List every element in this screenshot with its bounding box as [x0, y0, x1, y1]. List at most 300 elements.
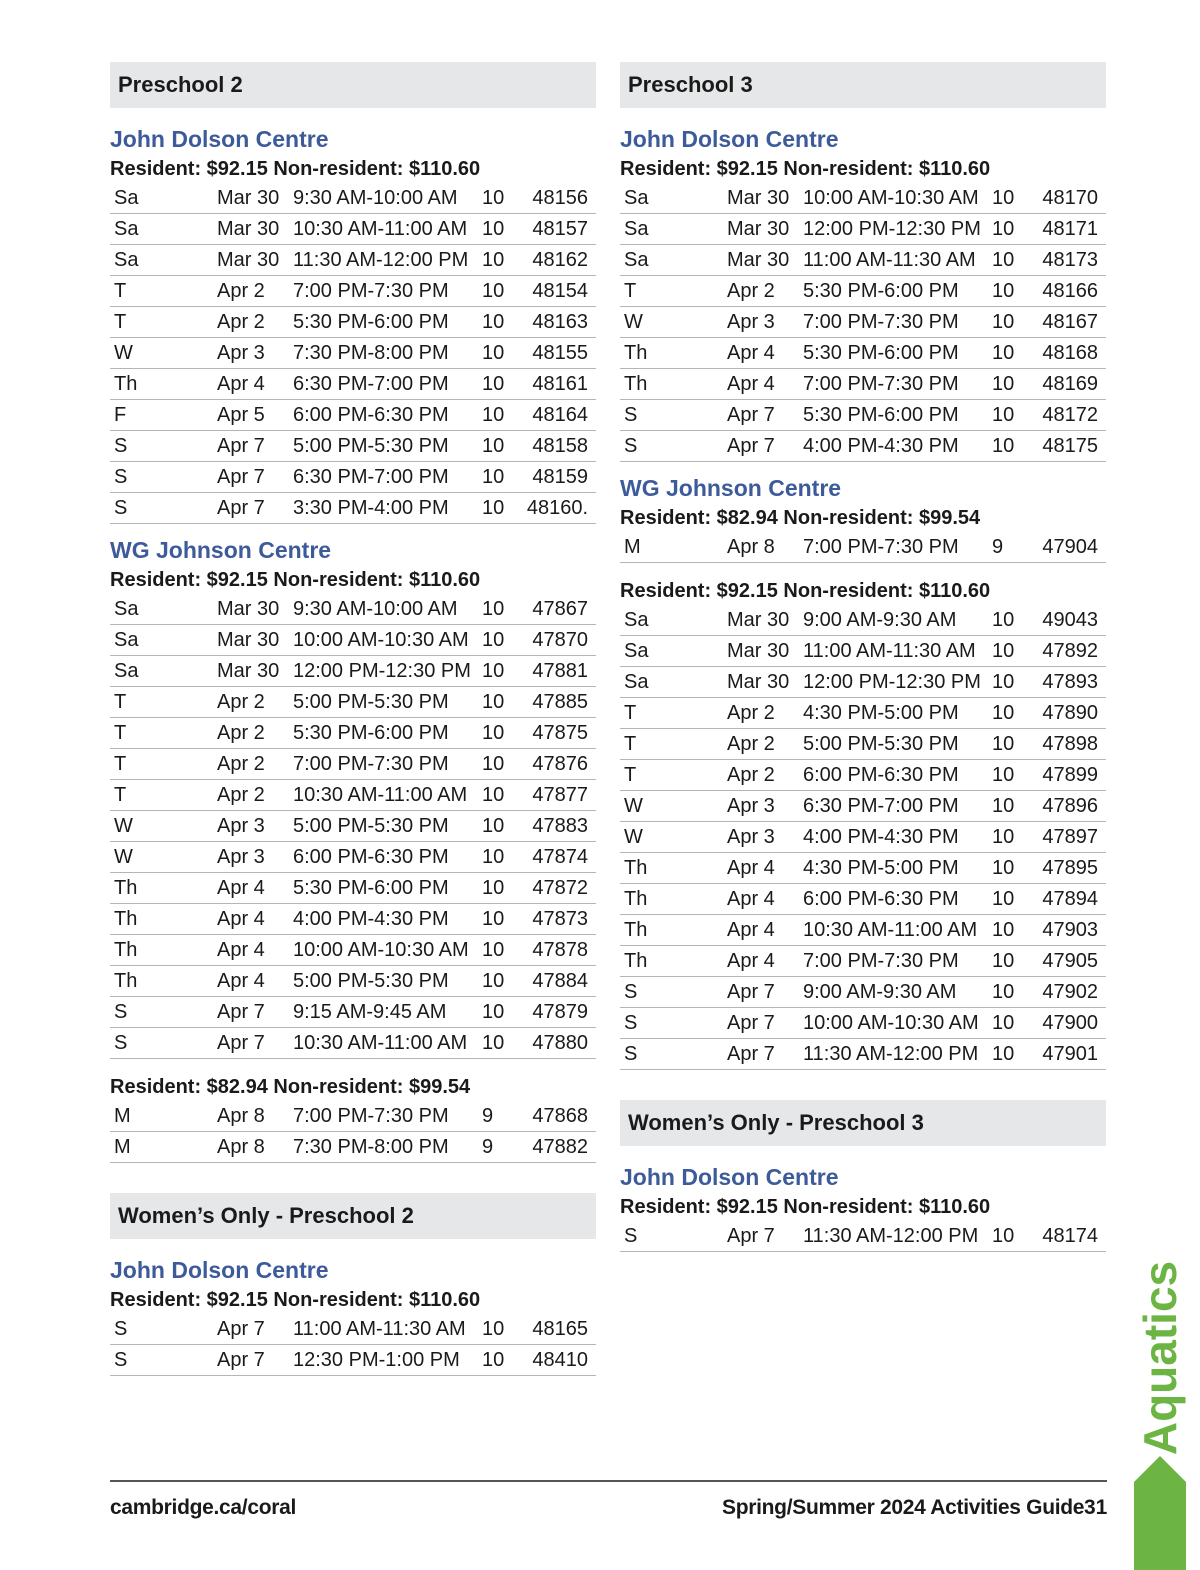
date-cell: Apr 4	[727, 919, 775, 941]
time-cell: 7:00 PM-7:30 PM	[293, 280, 449, 302]
classes-cell: 10	[482, 187, 505, 209]
page-number: 31	[1084, 1496, 1108, 1519]
date-cell: Apr 7	[727, 435, 775, 457]
date-cell: Apr 8	[217, 1136, 265, 1158]
footer-url[interactable]: cambridge.ca/coral	[110, 1496, 297, 1519]
day-cell: S	[114, 466, 128, 488]
course-code-cell: 47899	[1042, 764, 1098, 786]
date-cell: Mar 30	[727, 609, 790, 631]
time-cell: 11:30 AM-12:00 PM	[293, 249, 469, 271]
time-cell: 7:00 PM-7:30 PM	[803, 536, 959, 558]
course-code-cell: 48160.	[526, 497, 588, 519]
course-code-cell: 47878	[532, 939, 588, 961]
time-cell: 12:30 PM-1:00 PM	[293, 1349, 460, 1371]
date-cell: Apr 3	[727, 795, 775, 817]
day-cell: Sa	[624, 187, 649, 209]
time-cell: 10:00 AM-10:30 AM	[293, 629, 469, 651]
time-cell: 7:00 PM-7:30 PM	[293, 753, 449, 775]
rate-line: Resident: $92.15 Non-resident: $110.60	[620, 158, 991, 180]
time-cell: 7:30 PM-8:00 PM	[293, 342, 449, 364]
classes-cell: 10	[992, 795, 1015, 817]
day-cell: Sa	[624, 671, 649, 693]
classes-cell: 10	[992, 981, 1015, 1003]
date-cell: Apr 2	[217, 280, 265, 302]
course-code-cell: 47879	[532, 1001, 588, 1023]
rate-line: Resident: $92.15 Non-resident: $110.60	[110, 1289, 481, 1311]
course-code-cell: 48155	[532, 342, 588, 364]
day-cell: M	[114, 1105, 131, 1127]
course-code-cell: 48174	[1042, 1225, 1098, 1247]
time-cell: 9:00 AM-9:30 AM	[803, 609, 957, 631]
course-code-cell: 47895	[1042, 857, 1098, 879]
classes-cell: 10	[992, 857, 1015, 879]
day-cell: Th	[114, 877, 138, 899]
time-cell: 4:30 PM-5:00 PM	[803, 857, 959, 879]
time-cell: 11:00 AM-11:30 AM	[293, 1318, 466, 1340]
course-code-cell: 48173	[1042, 249, 1098, 271]
left-column	[110, 62, 596, 1382]
time-cell: 6:00 PM-6:30 PM	[803, 764, 959, 786]
table-row	[620, 729, 1106, 760]
day-cell: M	[114, 1136, 131, 1158]
table-row	[110, 594, 596, 625]
time-cell: 7:00 PM-7:30 PM	[803, 373, 959, 395]
classes-cell: 10	[482, 1318, 505, 1340]
time-cell: 12:00 PM-12:30 PM	[803, 218, 981, 240]
day-cell: T	[114, 691, 127, 713]
date-cell: Apr 8	[727, 536, 775, 558]
classes-cell: 10	[482, 435, 505, 457]
table-row	[620, 667, 1106, 698]
time-cell: 10:00 AM-10:30 AM	[293, 939, 469, 961]
table-row	[110, 687, 596, 718]
table-row	[620, 214, 1106, 245]
date-cell: Apr 4	[727, 857, 775, 879]
time-cell: 5:00 PM-5:30 PM	[293, 815, 449, 837]
course-code-cell: 48159	[532, 466, 588, 488]
day-cell: Th	[624, 857, 648, 879]
table-row	[110, 400, 596, 431]
classes-cell: 10	[992, 950, 1015, 972]
table-row	[110, 718, 596, 749]
course-code-cell: 47885	[532, 691, 588, 713]
table-row	[620, 369, 1106, 400]
course-code-cell: 47900	[1042, 1012, 1098, 1034]
course-code-cell: 47898	[1042, 733, 1098, 755]
course-code-cell: 47884	[532, 970, 588, 992]
classes-cell: 10	[992, 311, 1015, 333]
date-cell: Apr 8	[217, 1105, 265, 1127]
time-cell: 12:00 PM-12:30 PM	[293, 660, 471, 682]
table-row	[110, 462, 596, 493]
time-cell: 4:00 PM-4:30 PM	[803, 826, 959, 848]
classes-cell: 10	[482, 218, 505, 240]
footer-divider	[110, 1480, 1107, 1482]
course-code-cell: 47902	[1042, 981, 1098, 1003]
time-cell: 5:00 PM-5:30 PM	[293, 691, 449, 713]
schedule-table	[620, 532, 1106, 563]
date-cell: Apr 7	[217, 1001, 265, 1023]
day-cell: S	[624, 1225, 638, 1247]
date-cell: Mar 30	[217, 629, 280, 651]
time-cell: 6:00 PM-6:30 PM	[293, 846, 449, 868]
day-cell: T	[624, 764, 637, 786]
date-cell: Apr 2	[727, 702, 775, 724]
date-cell: Apr 7	[217, 497, 265, 519]
date-cell: Apr 7	[727, 1225, 775, 1247]
day-cell: F	[114, 404, 127, 426]
day-cell: Sa	[624, 609, 649, 631]
preschool-3-header: Preschool 3	[620, 62, 1106, 108]
day-cell: W	[624, 826, 643, 848]
time-cell: 10:30 AM-11:00 AM	[293, 218, 468, 240]
table-row	[110, 749, 596, 780]
day-cell: Sa	[624, 249, 649, 271]
time-cell: 6:00 PM-6:30 PM	[803, 888, 959, 910]
rate-line: Resident: $92.15 Non-resident: $110.60	[110, 569, 481, 591]
classes-cell: 10	[992, 609, 1015, 631]
course-code-cell: 48158	[532, 435, 588, 457]
right-column	[620, 62, 1106, 1258]
day-cell: T	[114, 722, 127, 744]
rate-line: Resident: $92.15 Non-resident: $110.60	[620, 580, 991, 602]
rate-line: Resident: $82.94 Non-resident: $99.54	[620, 507, 981, 529]
time-cell: 5:30 PM-6:00 PM	[803, 342, 959, 364]
course-code-cell: 48410	[532, 1349, 588, 1371]
time-cell: 7:30 PM-8:00 PM	[293, 1136, 449, 1158]
classes-cell: 10	[482, 877, 505, 899]
day-cell: S	[114, 1032, 128, 1054]
table-row	[620, 946, 1106, 977]
classes-cell: 9	[482, 1105, 494, 1127]
womens-preschool-2-header: Women’s Only - Preschool 2	[110, 1193, 596, 1239]
course-code-cell: 47893	[1042, 671, 1098, 693]
time-cell: 5:30 PM-6:00 PM	[293, 722, 449, 744]
day-cell: Sa	[114, 660, 139, 682]
table-row	[620, 307, 1106, 338]
day-cell: T	[624, 702, 637, 724]
classes-cell: 10	[482, 311, 505, 333]
table-row	[110, 625, 596, 656]
date-cell: Apr 4	[217, 373, 265, 395]
table-row	[620, 245, 1106, 276]
classes-cell: 10	[992, 671, 1015, 693]
classes-cell: 10	[482, 784, 505, 806]
course-code-cell: 48175	[1042, 435, 1098, 457]
date-cell: Apr 3	[727, 826, 775, 848]
schedule-table	[620, 1221, 1106, 1252]
classes-cell: 10	[992, 342, 1015, 364]
table-row	[620, 532, 1106, 563]
date-cell: Apr 4	[217, 877, 265, 899]
time-cell: 3:30 PM-4:00 PM	[293, 497, 449, 519]
course-code-cell: 48172	[1042, 404, 1098, 426]
day-cell: S	[624, 1043, 638, 1065]
time-cell: 9:30 AM-10:00 AM	[293, 187, 458, 209]
course-code-cell: 47905	[1042, 950, 1098, 972]
classes-cell: 10	[992, 404, 1015, 426]
time-cell: 9:00 AM-9:30 AM	[803, 981, 957, 1003]
table-row	[110, 369, 596, 400]
table-row	[110, 493, 596, 524]
rate-line: Resident: $92.15 Non-resident: $110.60	[110, 158, 481, 180]
classes-cell: 10	[482, 629, 505, 651]
course-code-cell: 48170	[1042, 187, 1098, 209]
rate-line: Resident: $82.94 Non-resident: $99.54	[110, 1076, 471, 1098]
date-cell: Apr 3	[217, 815, 265, 837]
schedule-table	[110, 1101, 596, 1163]
classes-cell: 10	[482, 497, 505, 519]
classes-cell: 10	[482, 1349, 505, 1371]
day-cell: T	[114, 280, 127, 302]
date-cell: Apr 3	[217, 342, 265, 364]
course-code-cell: 48171	[1042, 218, 1098, 240]
table-row	[110, 1132, 596, 1163]
course-code-cell: 48169	[1042, 373, 1098, 395]
time-cell: 10:30 AM-11:00 AM	[293, 1032, 468, 1054]
day-cell: T	[114, 311, 127, 333]
day-cell: S	[624, 1012, 638, 1034]
classes-cell: 10	[482, 660, 505, 682]
course-code-cell: 48154	[532, 280, 588, 302]
date-cell: Mar 30	[727, 671, 790, 693]
classes-cell: 10	[482, 846, 505, 868]
day-cell: Sa	[114, 249, 139, 271]
time-cell: 10:30 AM-11:00 AM	[803, 919, 978, 941]
date-cell: Apr 4	[727, 373, 775, 395]
womens-preschool-3-header: Women’s Only - Preschool 3	[620, 1100, 1106, 1146]
table-row	[110, 431, 596, 462]
table-row	[620, 822, 1106, 853]
time-cell: 11:00 AM-11:30 AM	[803, 640, 976, 662]
course-code-cell: 48163	[532, 311, 588, 333]
table-row	[110, 904, 596, 935]
table-row	[620, 183, 1106, 214]
table-row	[620, 884, 1106, 915]
day-cell: T	[114, 753, 127, 775]
schedule-table	[110, 183, 596, 524]
course-code-cell: 48162	[532, 249, 588, 271]
time-cell: 6:00 PM-6:30 PM	[293, 404, 449, 426]
classes-cell: 10	[992, 733, 1015, 755]
classes-cell: 10	[992, 1225, 1015, 1247]
schedule-table	[110, 1314, 596, 1376]
time-cell: 5:30 PM-6:00 PM	[803, 404, 959, 426]
schedule-table	[620, 605, 1106, 1070]
date-cell: Apr 7	[727, 1012, 775, 1034]
day-cell: Sa	[624, 640, 649, 662]
date-cell: Apr 4	[217, 939, 265, 961]
date-cell: Apr 2	[217, 753, 265, 775]
classes-cell: 10	[482, 722, 505, 744]
course-code-cell: 47868	[532, 1105, 588, 1127]
time-cell: 7:00 PM-7:30 PM	[803, 311, 959, 333]
date-cell: Mar 30	[217, 249, 280, 271]
day-cell: S	[114, 1001, 128, 1023]
table-row	[620, 636, 1106, 667]
classes-cell: 10	[482, 249, 505, 271]
date-cell: Mar 30	[217, 218, 280, 240]
table-row	[620, 431, 1106, 462]
venue-title: WG Johnson Centre	[110, 537, 332, 563]
date-cell: Apr 7	[217, 466, 265, 488]
classes-cell: 10	[482, 939, 505, 961]
day-cell: Sa	[114, 598, 139, 620]
table-row	[110, 245, 596, 276]
course-code-cell: 49043	[1042, 609, 1098, 631]
date-cell: Apr 2	[727, 280, 775, 302]
table-row	[620, 977, 1106, 1008]
classes-cell: 10	[992, 249, 1015, 271]
table-row	[110, 1314, 596, 1345]
day-cell: T	[624, 733, 637, 755]
time-cell: 6:30 PM-7:00 PM	[803, 795, 959, 817]
day-cell: S	[114, 1318, 128, 1340]
date-cell: Apr 7	[217, 435, 265, 457]
course-code-cell: 47904	[1042, 536, 1098, 558]
venue-title: John Dolson Centre	[620, 126, 839, 152]
course-code-cell: 47876	[532, 753, 588, 775]
date-cell: Apr 5	[217, 404, 265, 426]
course-code-cell: 47901	[1042, 1043, 1098, 1065]
course-code-cell: 47883	[532, 815, 588, 837]
table-row	[620, 605, 1106, 636]
classes-cell: 10	[482, 1032, 505, 1054]
course-code-cell: 47872	[532, 877, 588, 899]
course-code-cell: 48167	[1042, 311, 1098, 333]
table-row	[110, 214, 596, 245]
classes-cell: 10	[992, 919, 1015, 941]
day-cell: Sa	[114, 629, 139, 651]
table-row	[620, 1221, 1106, 1252]
classes-cell: 10	[992, 764, 1015, 786]
classes-cell: 10	[992, 1043, 1015, 1065]
day-cell: T	[114, 784, 127, 806]
venue-title: WG Johnson Centre	[620, 475, 842, 501]
time-cell: 9:15 AM-9:45 AM	[293, 1001, 447, 1023]
table-row	[110, 656, 596, 687]
table-row	[110, 1101, 596, 1132]
classes-cell: 10	[482, 342, 505, 364]
table-row	[110, 997, 596, 1028]
classes-cell: 10	[992, 826, 1015, 848]
day-cell: Th	[114, 939, 138, 961]
date-cell: Apr 2	[217, 722, 265, 744]
date-cell: Apr 3	[217, 846, 265, 868]
time-cell: 7:00 PM-7:30 PM	[293, 1105, 449, 1127]
rate-line: Resident: $92.15 Non-resident: $110.60	[620, 1196, 991, 1218]
table-row	[110, 276, 596, 307]
day-cell: Sa	[114, 187, 139, 209]
date-cell: Apr 2	[727, 733, 775, 755]
classes-cell: 10	[482, 373, 505, 395]
course-code-cell: 47881	[532, 660, 588, 682]
day-cell: Th	[114, 970, 138, 992]
date-cell: Apr 4	[217, 908, 265, 930]
section-tab-arrow	[1134, 1456, 1186, 1570]
date-cell: Mar 30	[217, 598, 280, 620]
aquatics-section-label: Aquatics	[1134, 1260, 1186, 1456]
classes-cell: 10	[482, 815, 505, 837]
date-cell: Apr 7	[727, 981, 775, 1003]
classes-cell: 10	[992, 373, 1015, 395]
date-cell: Apr 7	[727, 1043, 775, 1065]
classes-cell: 10	[992, 187, 1015, 209]
classes-cell: 10	[482, 466, 505, 488]
classes-cell: 9	[992, 536, 1004, 558]
time-cell: 4:00 PM-4:30 PM	[803, 435, 959, 457]
date-cell: Mar 30	[217, 660, 280, 682]
time-cell: 11:30 AM-12:00 PM	[803, 1043, 979, 1065]
day-cell: Sa	[114, 218, 139, 240]
course-code-cell: 48165	[532, 1318, 588, 1340]
day-cell: S	[624, 404, 638, 426]
table-row	[620, 1008, 1106, 1039]
date-cell: Apr 2	[217, 691, 265, 713]
table-row	[110, 842, 596, 873]
course-code-cell: 47894	[1042, 888, 1098, 910]
date-cell: Apr 7	[217, 1032, 265, 1054]
course-code-cell: 47874	[532, 846, 588, 868]
day-cell: Th	[114, 908, 138, 930]
preschool-2-header: Preschool 2	[110, 62, 596, 108]
classes-cell: 10	[992, 1012, 1015, 1034]
day-cell: S	[624, 981, 638, 1003]
day-cell: W	[114, 815, 133, 837]
date-cell: Apr 7	[217, 1318, 265, 1340]
day-cell: W	[114, 342, 133, 364]
day-cell: W	[624, 795, 643, 817]
time-cell: 5:00 PM-5:30 PM	[293, 970, 449, 992]
course-code-cell: 47877	[532, 784, 588, 806]
date-cell: Mar 30	[727, 640, 790, 662]
venue-title: John Dolson Centre	[110, 1257, 329, 1283]
course-code-cell: 47897	[1042, 826, 1098, 848]
date-cell: Apr 2	[217, 784, 265, 806]
time-cell: 7:00 PM-7:30 PM	[803, 950, 959, 972]
course-code-cell: 48166	[1042, 280, 1098, 302]
date-cell: Mar 30	[217, 187, 280, 209]
date-cell: Apr 2	[217, 311, 265, 333]
date-cell: Apr 3	[727, 311, 775, 333]
course-code-cell: 47890	[1042, 702, 1098, 724]
classes-cell: 10	[482, 280, 505, 302]
table-row	[620, 853, 1106, 884]
classes-cell: 10	[992, 280, 1015, 302]
time-cell: 5:00 PM-5:30 PM	[803, 733, 959, 755]
day-cell: Th	[624, 888, 648, 910]
day-cell: S	[624, 435, 638, 457]
day-cell: W	[114, 846, 133, 868]
date-cell: Apr 2	[727, 764, 775, 786]
course-code-cell: 48156	[532, 187, 588, 209]
day-cell: S	[114, 435, 128, 457]
course-code-cell: 47882	[532, 1136, 588, 1158]
classes-cell: 10	[482, 404, 505, 426]
course-code-cell: 48161	[532, 373, 588, 395]
footer-guide-title: Spring/Summer 2024 Activities Guide	[722, 1496, 1085, 1519]
time-cell: 6:30 PM-7:00 PM	[293, 466, 449, 488]
day-cell: W	[624, 311, 643, 333]
course-code-cell: 47873	[532, 908, 588, 930]
date-cell: Apr 4	[727, 950, 775, 972]
course-code-cell: 47896	[1042, 795, 1098, 817]
date-cell: Mar 30	[727, 187, 790, 209]
time-cell: 4:00 PM-4:30 PM	[293, 908, 449, 930]
table-row	[620, 698, 1106, 729]
table-row	[620, 791, 1106, 822]
time-cell: 6:30 PM-7:00 PM	[293, 373, 449, 395]
